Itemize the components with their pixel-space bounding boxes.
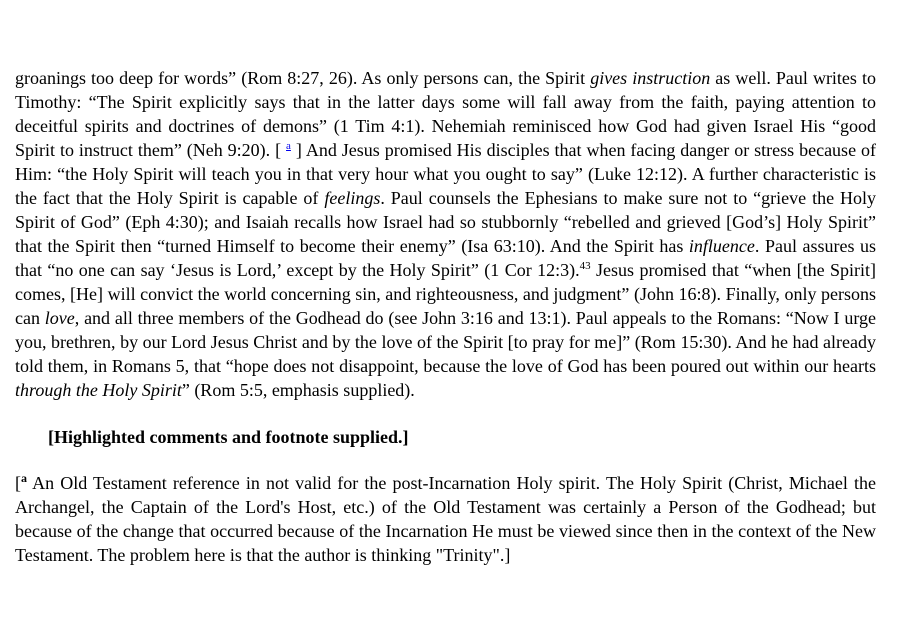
footnote-open-bracket: [ [15, 473, 21, 493]
text-segment: . Paul assures us that “no one can say ‘Jesus is Lord,’ except by the Holy Spirit” (1 Cor 12:3). [15, 236, 877, 280]
emphasis-through-holy-spirit: through the Holy Spirit [15, 380, 182, 400]
document-page [15, 66, 876, 567]
footnote-marker-a: a [21, 471, 27, 485]
footnote-text: An Old Testament reference in not valid for the post-Incarnation Holy spirit. The Holy Spirit (Christ, Michael the Archangel, the Captain of the Lord's Host, etc.) of the Old Testament was certainly a Person of the Godhead; but because of the change that occurred because of the Incarnation He must be viewed since then in the context of the New Testament. The problem here is that the author is thinking "Trinity".] [15, 473, 876, 565]
text-segment: . Paul counsels the Ephesians to make sure not to “grieve the Holy Spirit of God” (Eph 4:30); and Isaiah recalls how Israel had so stubbornly “rebelled and grieved [God’s] Holy Spirit” that the Spirit then “turned Himself to become their enemy” (Isa 63:10). And the Spirit has [15, 188, 876, 256]
editor-note-heading: [Highlighted comments and footnote supplied.] [48, 427, 409, 447]
emphasis-influence: influence [688, 236, 755, 256]
editor-footnote [15, 471, 876, 567]
body-paragraph [15, 66, 876, 402]
text-segment: ” (Rom 5:5, emphasis supplied). [181, 380, 415, 400]
footnote-ref-link-a[interactable]: a [286, 140, 291, 152]
text-segment: Jesus promised that “when [the Spirit] comes, [He] will convict the world concerning sin, and righteousness, and judgment” (John 16:8). Finally, only persons can [15, 260, 877, 328]
text-segment: ] And Jesus promised His disciples that when facing danger or stress because of Him: “the Holy Spirit will teach you in that very hour what you ought to say” (Luke 12:12). A further characteristic is the fact that the Holy Spirit is capable of [15, 140, 876, 208]
text-segment: groanings too deep for words” (Rom 8:27, 26). As only persons can, the Spirit [15, 68, 591, 88]
emphasis-gives-instruction: gives instruction [590, 68, 711, 88]
emphasis-feelings: feelings [324, 188, 381, 208]
emphasis-love: love [44, 308, 75, 328]
text-segment: as well. Paul writes to Timothy: “The Spirit explicitly says that in the latter days some will fall away from the faith, paying attention to deceitful spirits and doctrines of demons” (1 Tim 4:1). Nehemiah reminisced how God had given Israel His “good Spirit to instruct them” (Neh 9:20). [ [15, 68, 876, 160]
footnote-number-43: 43 [579, 260, 591, 272]
text-segment: , and all three members of the Godhead do (see John 3:16 and 13:1). Paul appeals to the Romans: “Now I urge you, brethren, by our Lord Jesus Christ and by the love of the Spirit [to pray for me]” (Rom 15:30). And he had already told them, in Romans 5, that “hope does not disappoint, because the love of God has been poured out within our hearts [15, 308, 876, 376]
